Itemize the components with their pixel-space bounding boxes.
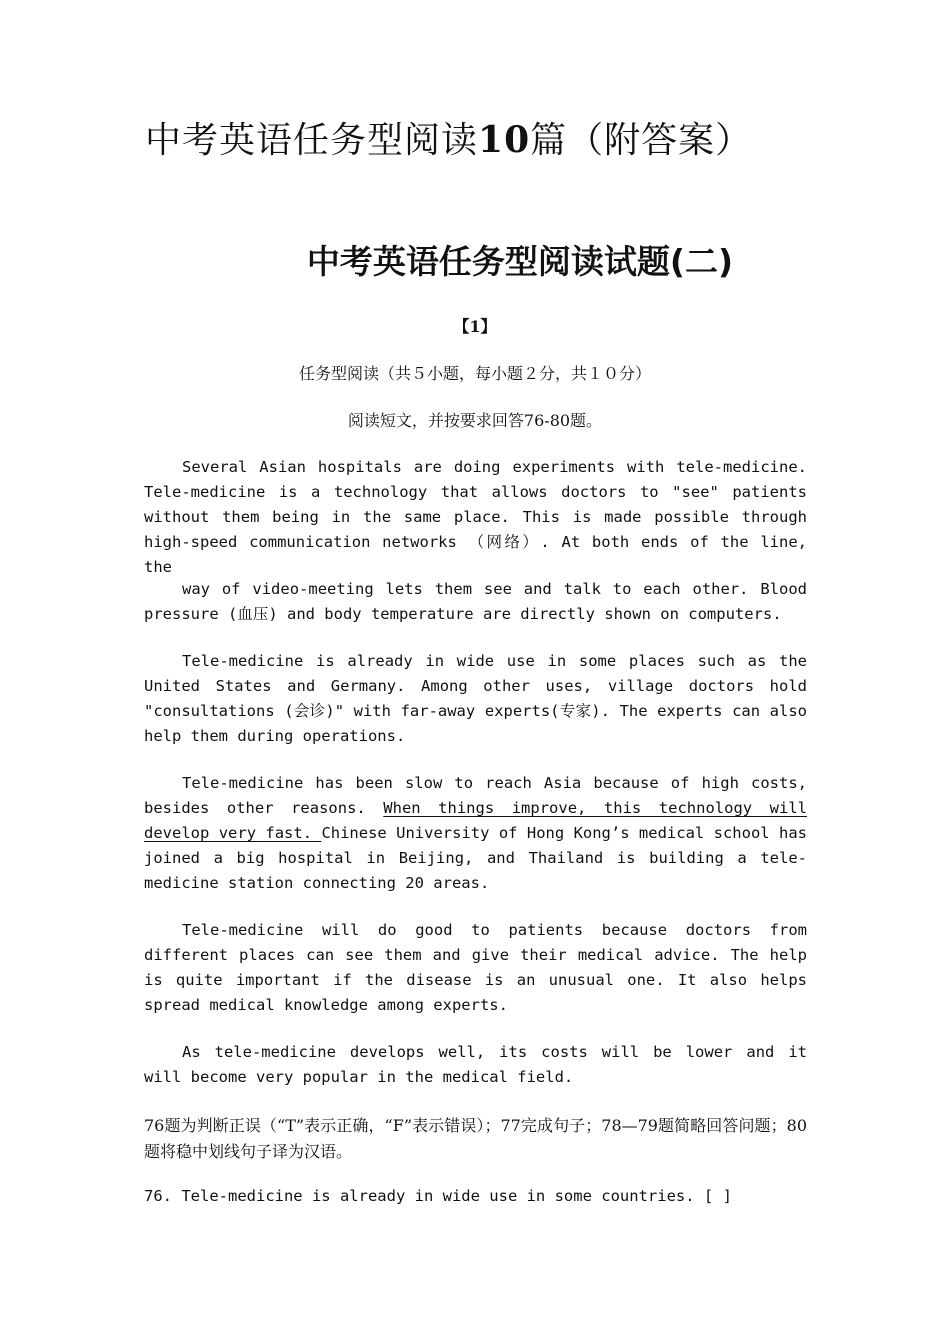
- passage-paragraph-2: [144, 577, 807, 627]
- title-suffix: 篇（附答案）: [530, 120, 753, 161]
- document-title: [145, 112, 752, 163]
- passage-paragraph-5: Tele-medicine will do good to patients because doctors from different places can see them and give their medical advice. The help is quite important if the disease is an unusual one. It also helps spread medical knowledge among experts.: [144, 921, 807, 1014]
- reading-instruction: 阅读短文，并按要求回答76-80题。: [347, 411, 603, 430]
- title-prefix: 中考英语任务型阅读: [145, 120, 479, 161]
- paragraph-4-lead: Tele-medicine has been slow to reach Asia because of high costs, besides other reasons.: [144, 774, 807, 817]
- title-number: 10: [478, 119, 531, 161]
- passage-paragraph-3: Tele-medicine is already in wide use in some places such as the United States and Germany. Among other uses, village doctors hold "consultations (会诊)" with far-away experts(专家). The experts can also help them during operations.: [144, 652, 807, 745]
- passage-paragraph-4: [144, 771, 807, 896]
- question-76: 76. Tele-medicine is already in wide use in some countries. [ ]: [144, 1187, 732, 1205]
- section-title: 中考英语任务型阅读试题(二): [306, 242, 734, 281]
- passage-paragraph-6: As tele-medicine develops well, its costs will be lower and it will become very popular in the medical field.: [144, 1043, 807, 1086]
- passage-paragraph-2-text: way of video-meeting lets them see and talk to each other. Blood pressure (血压) and body temperature are directly shown on computers.: [144, 580, 807, 623]
- underlined-sentence: When things improve, this technology will develop very fast.: [144, 799, 807, 842]
- section-number: 【1】: [453, 317, 497, 336]
- passage-paragraph-1: Several Asian hospitals are doing experiments with tele-medicine. Tele-medicine is a technology that allows doctors to "see" patients without them being in the same place. This is made possible through high-speed communication networks （网络）. At both ends of the line, the: [144, 458, 807, 576]
- question-instructions: 76题为判断正误（“T”表示正确，“F”表示错误）；77完成句子；78—79题简略回答问题；80题将稳中划线句子译为汉语。: [144, 1116, 807, 1161]
- paragraph-4-rest: Chinese University of Hong Kong’s medical school has joined a big hospital in Beijing, and Thailand is building a tele-medicine station connecting 20 areas.: [144, 824, 807, 892]
- task-scoring-note: 任务型阅读（共５小题，每小题２分，共１０分）: [298, 364, 651, 383]
